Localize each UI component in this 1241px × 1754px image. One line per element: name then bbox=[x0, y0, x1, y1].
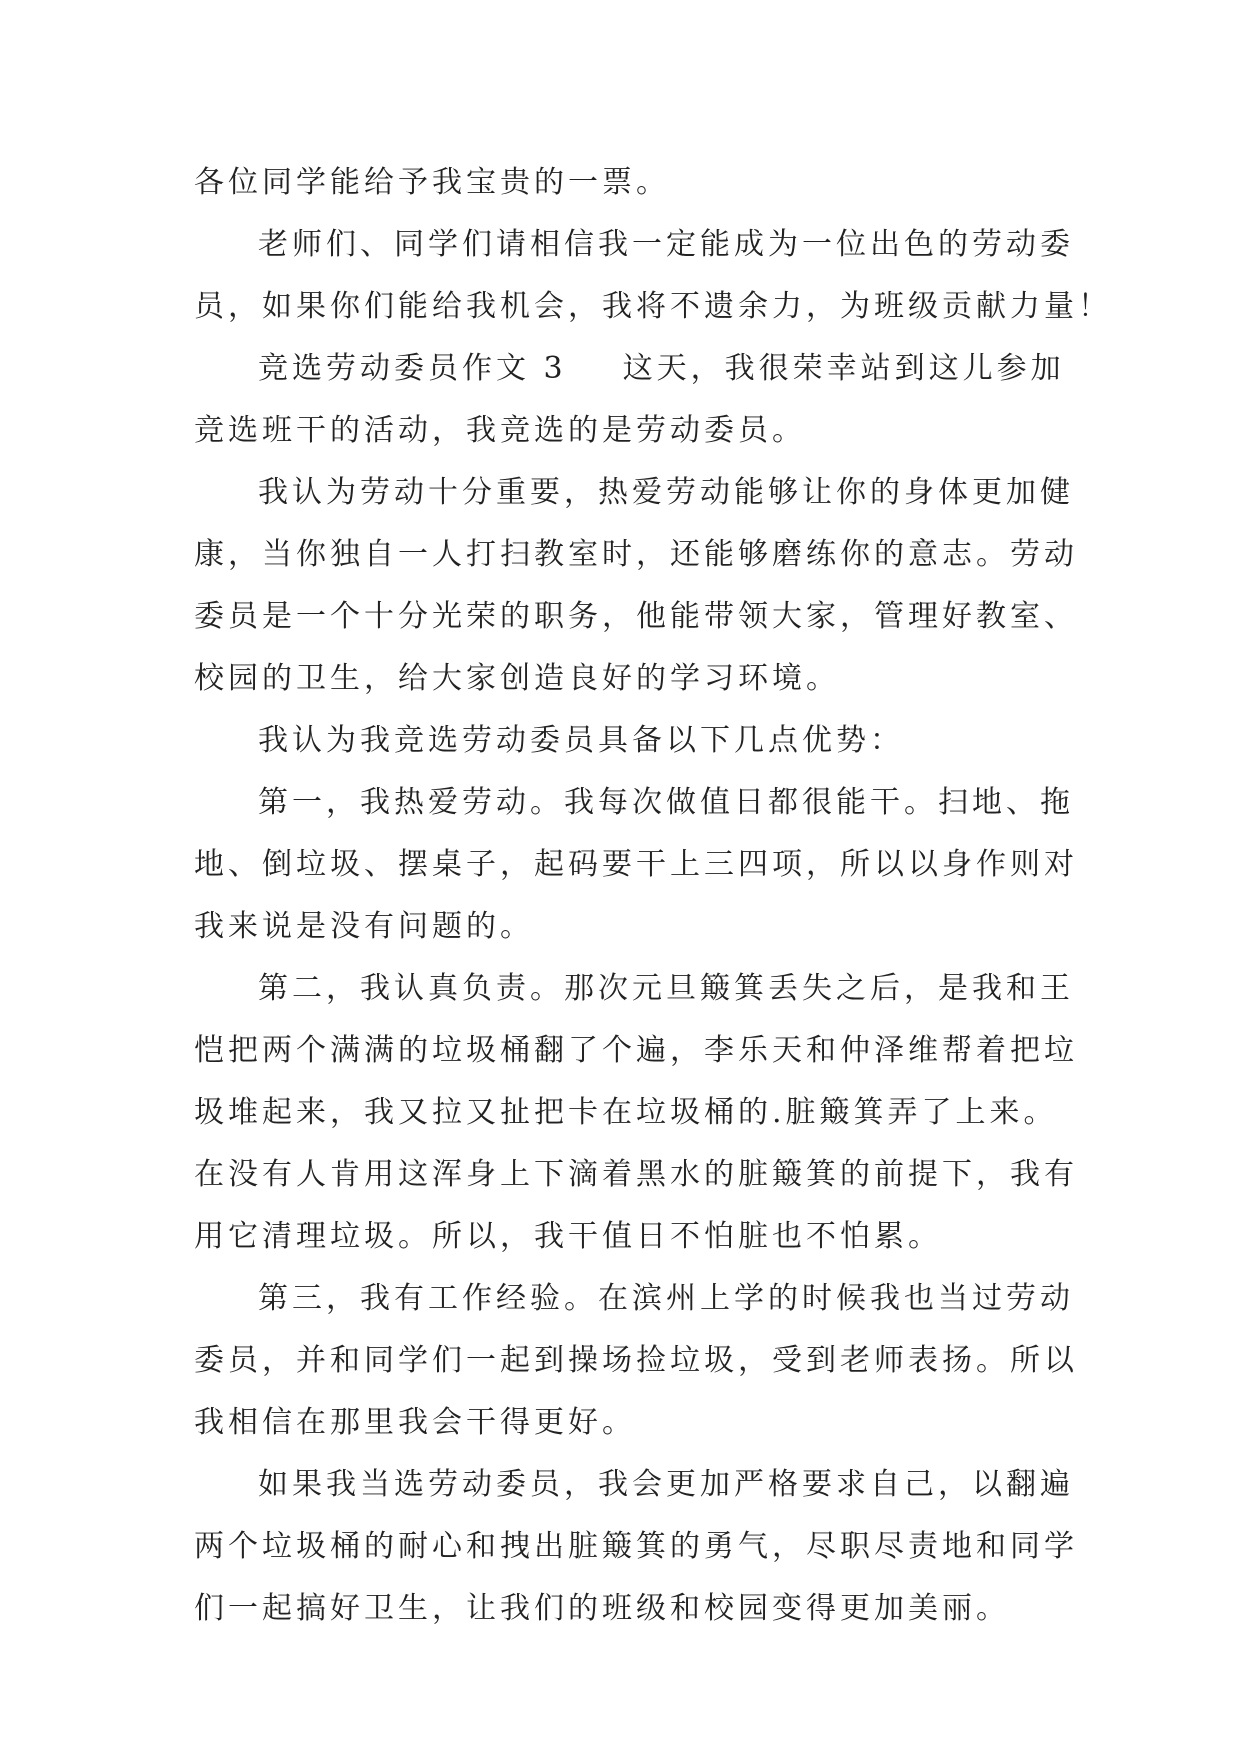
text-line: 员，如果你们能给我机会，我将不遗余力，为班级贡献力量！ bbox=[194, 289, 1112, 324]
text-line: 校园的卫生，给大家创造良好的学习环境。 bbox=[194, 661, 840, 696]
text-line: 在没有人肯用这浑身上下滴着黑水的脏簸箕的前提下，我有 bbox=[194, 1157, 1078, 1192]
paragraph-start-line: 我认为我竞选劳动委员具备以下几点优势： bbox=[258, 723, 904, 758]
text-line: 地、倒垃圾、摆桌子，起码要干上三四项，所以以身作则对 bbox=[194, 847, 1078, 882]
text-line: 我来说是没有问题的。 bbox=[194, 909, 534, 944]
text-line: 们一起搞好卫生，让我们的班级和校园变得更加美丽。 bbox=[194, 1591, 1010, 1626]
text-line: 委员是一个十分光荣的职务，他能带领大家，管理好教室、 bbox=[194, 599, 1078, 634]
text-line: 委员，并和同学们一起到操场捡垃圾，受到老师表扬。所以 bbox=[194, 1343, 1078, 1378]
section-heading: 竞选劳动委员作文 3 bbox=[258, 351, 567, 386]
paragraph-start-line: 第一，我热爱劳动。我每次做值日都很能干。扫地、拖 bbox=[258, 785, 1074, 820]
text-line: 康，当你独自一人打扫教室时，还能够磨练你的意志。劳动 bbox=[194, 537, 1078, 572]
paragraph-start-line: 第二，我认真负责。那次元旦簸箕丢失之后，是我和王 bbox=[258, 971, 1074, 1006]
text-line: 圾堆起来，我又拉又扯把卡在垃圾桶的.脏簸箕弄了上来。 bbox=[194, 1095, 1058, 1130]
essay-body bbox=[194, 152, 1112, 1640]
paragraph-start-line: 第三，我有工作经验。在滨州上学的时候我也当过劳动 bbox=[258, 1281, 1074, 1316]
paragraph-start-line: 老师们、同学们请相信我一定能成为一位出色的劳动委 bbox=[258, 227, 1074, 262]
paragraph-start-line: 如果我当选劳动委员，我会更加严格要求自己，以翻遍 bbox=[258, 1467, 1074, 1502]
essay-section-heading-line bbox=[194, 338, 1064, 400]
text-line: 用它清理垃圾。所以，我干值日不怕脏也不怕累。 bbox=[194, 1219, 942, 1254]
text-line: 两个垃圾桶的耐心和拽出脏簸箕的勇气，尽职尽责地和同学 bbox=[194, 1529, 1078, 1564]
text-line-continuation: 这天，我很荣幸站到这儿参加 bbox=[622, 351, 1065, 386]
text-line: 恺把两个满满的垃圾桶翻了个遍，李乐天和仲泽维帮着把垃 bbox=[194, 1033, 1078, 1068]
text-line: 各位同学能给予我宝贵的一票。 bbox=[194, 165, 670, 200]
paragraph-start-line: 我认为劳动十分重要，热爱劳动能够让你的身体更加健 bbox=[258, 475, 1074, 510]
text-line: 竞选班干的活动，我竞选的是劳动委员。 bbox=[194, 413, 806, 448]
text-line: 我相信在那里我会干得更好。 bbox=[194, 1405, 636, 1440]
